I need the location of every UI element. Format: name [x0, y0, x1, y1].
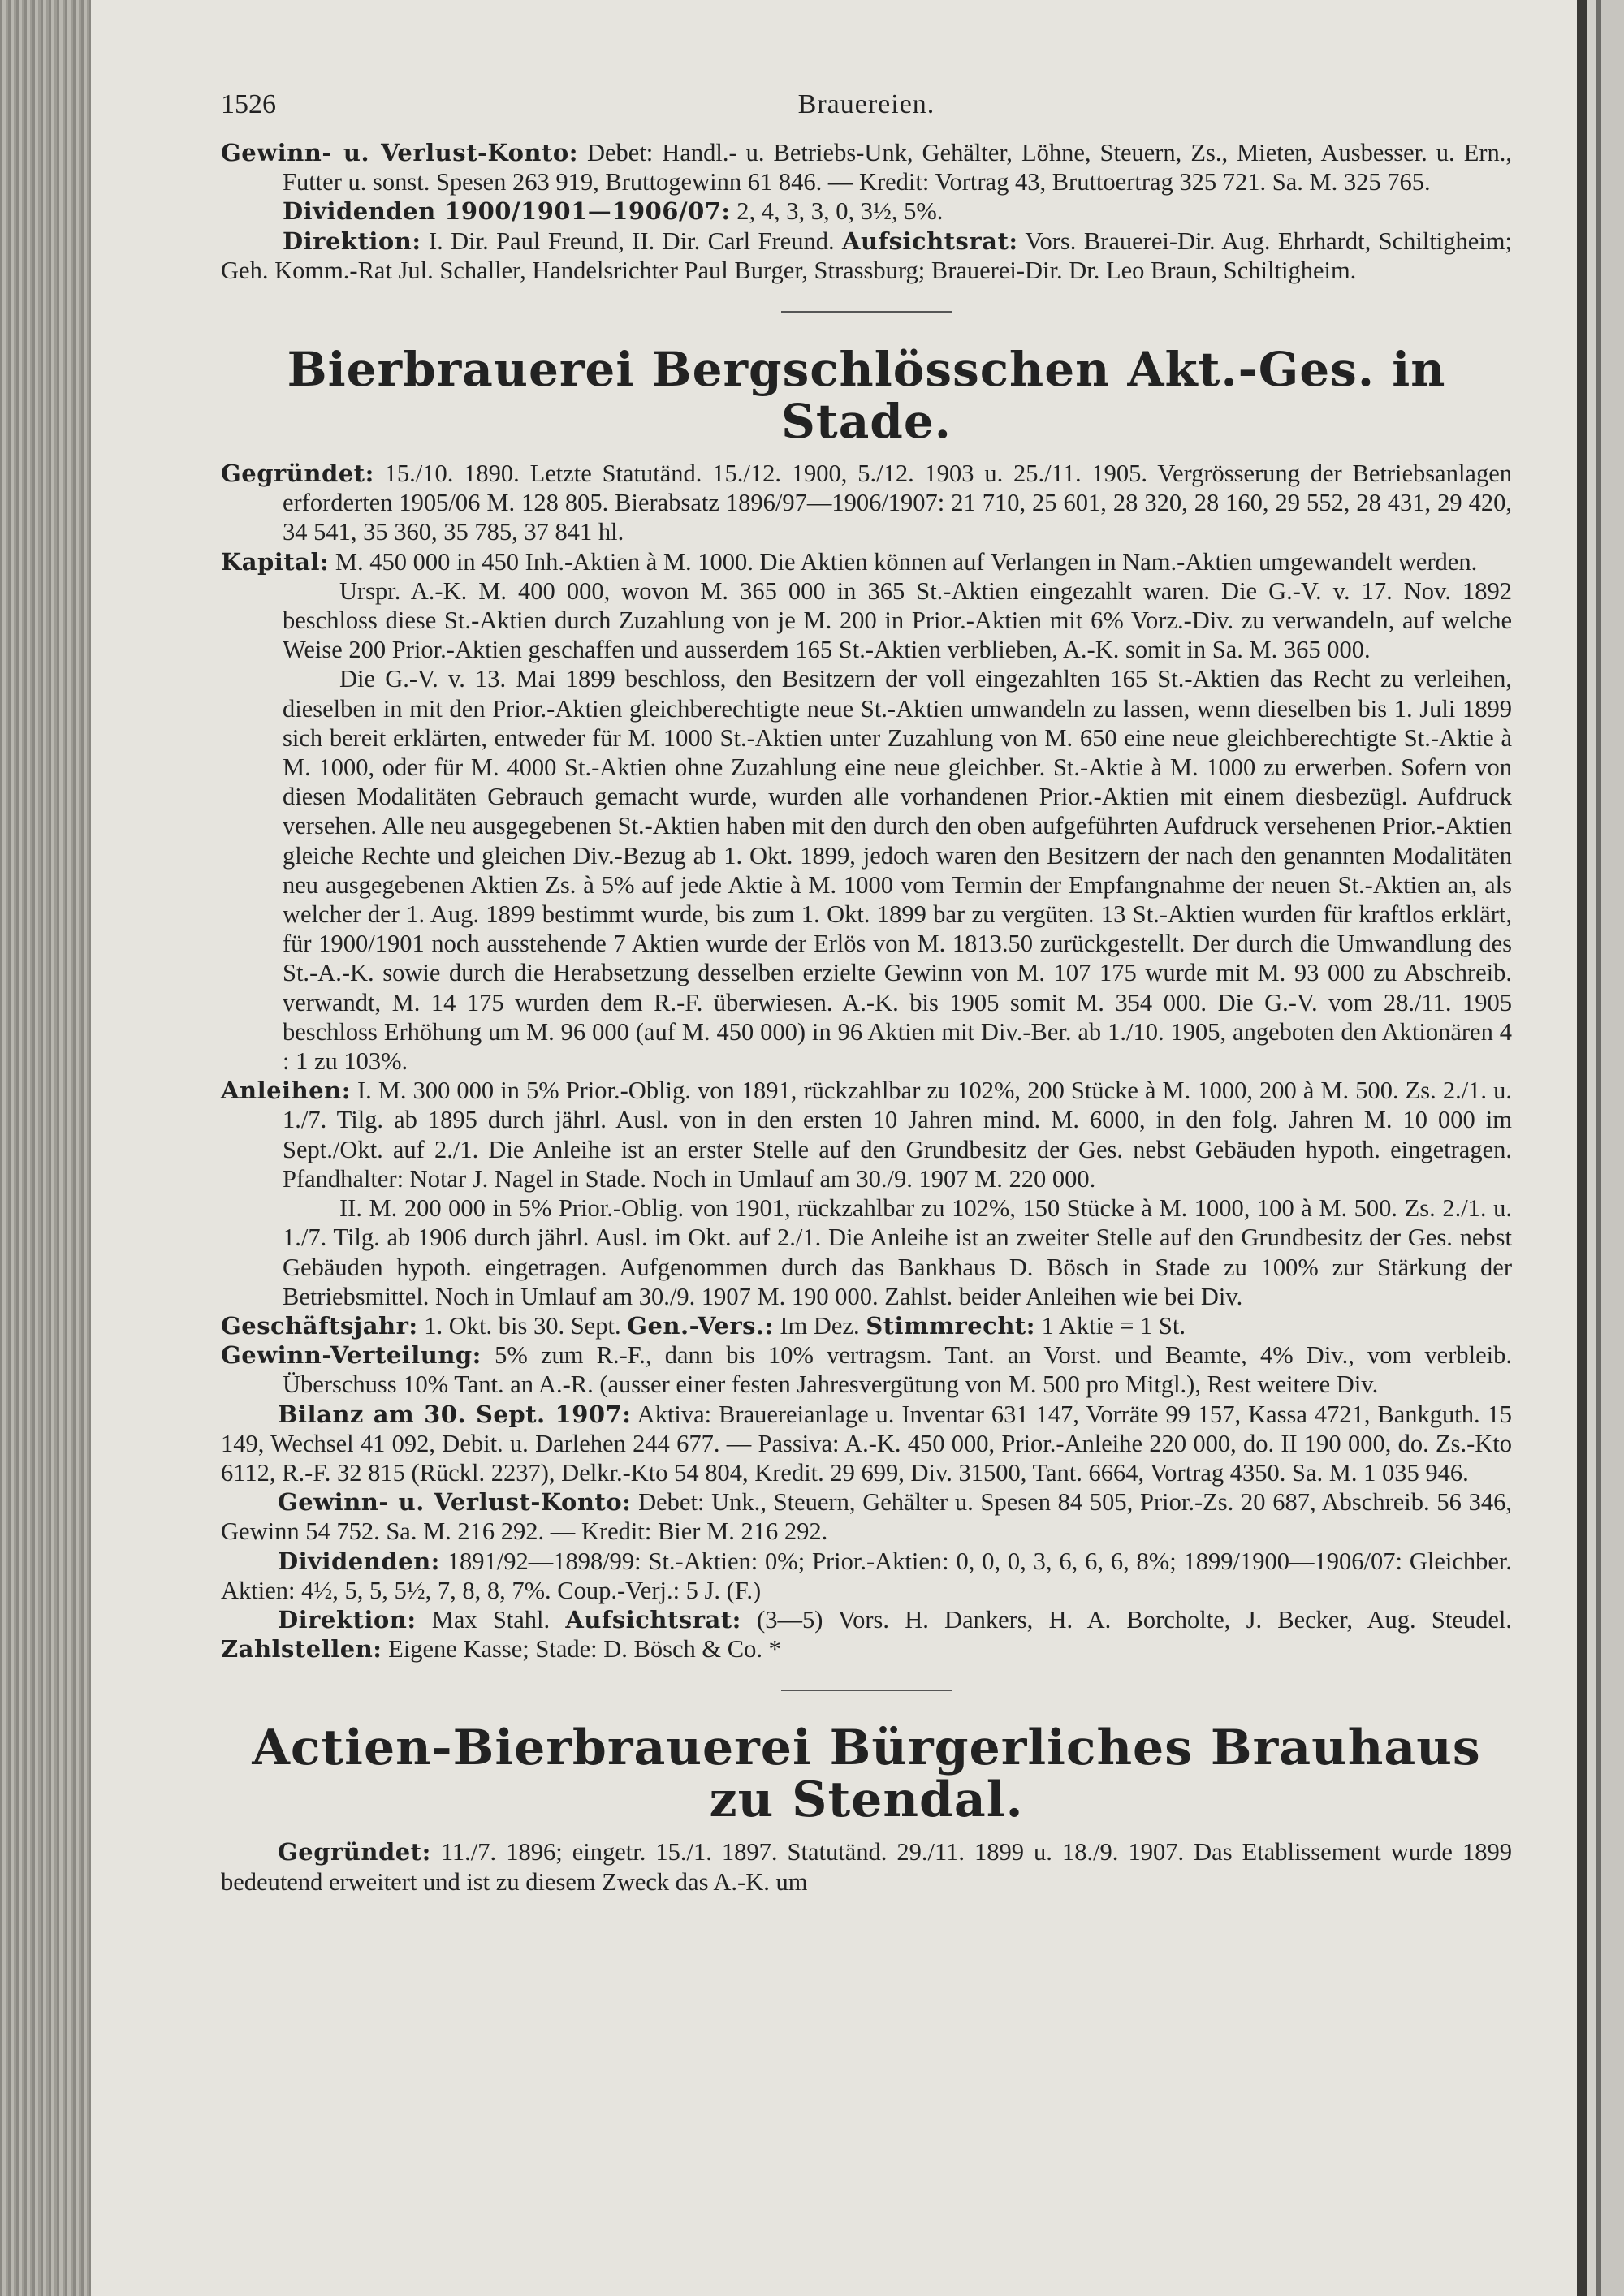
geschaeftsjahr-line [221, 1311, 1512, 1340]
text: Eigene Kasse; Stade: D. Bösch & Co. * [382, 1635, 781, 1664]
label: Aufsichtsrat: [565, 1605, 741, 1634]
text: Vors. Brauerei-Dir. Aug. Ehrhardt, Schiltigheim; Geh. Komm.-Rat Jul. Schaller, Handelsrichter Paul Burger, Strassburg; Brauerei-Dir. Dr. Leo Braun, Schiltigheim. [221, 227, 1512, 284]
gewinn-verlust-konto [221, 1487, 1512, 1546]
text-column [221, 89, 1512, 1897]
text: 11./7. 1896; eingetr. 15./1. 1897. Statutänd. 29./11. 1899 u. 18./9. 1907. Das Etablissement wurde 1899 bedeutend erweitert und ist zu diesem Zweck das A.-K. um [221, 1838, 1512, 1896]
running-header [221, 89, 1512, 138]
book-edge-right [1577, 0, 1624, 2296]
text: (3—5) Vors. H. Dankers, H. A. Borcholte, J. Becker, Aug. Steudel. [741, 1605, 1512, 1634]
label: Gegründet: [278, 1838, 431, 1867]
text: M. 450 000 in 450 Inh.-Aktien à M. 1000. Die Aktien können auf Verlangen in Nam.-Aktien umgewandelt werden. [329, 547, 1478, 576]
gewinn-verteilung [221, 1340, 1512, 1399]
label: Stimmrecht: [866, 1311, 1036, 1340]
text: Debet: Handl.- u. Betriebs-Unk, Gehälter, Löhne, Steuern, Zs., Mieten, Ausbesser. u. Ern., Futter u. sonst. Spesen 263 919, Bruttogewinn 61 846. — Kredit: Vortrag 43, Bruttoertrag 325 721. Sa. M. 325 765. [283, 139, 1512, 196]
entry-title: Actien-Bierbrauerei Bürgerliches Brauhaus zu Stendal. [252, 1720, 1481, 1829]
text: 1 Aktie = 1 St. [1035, 1311, 1186, 1340]
text: Max Stahl. [416, 1605, 566, 1634]
gegruendet [221, 459, 1512, 547]
gegruendet [221, 1837, 1512, 1896]
text: 5% zum R.-F., dann bis 10% vertragsm. Tant. an Vorst. und Beamte, 4% Div., vom verbleib. Überschuss 10% Tant. an A.-R. (ausser einer festen Jahresvergütung von M. 500 pro Mitgl.), Rest weitere Div. [283, 1341, 1512, 1399]
text: 1891/92—1898/99: St.-Aktien: 0%; Prior.-Aktien: 0, 0, 0, 3, 6, 6, 6, 8%; 1899/1900—1906/07: Gleichber. Aktien: 4½, 5, 5, 5½, 7, 8, 8, 7%. Coup.-Verj.: 5 J. (F.) [221, 1547, 1512, 1604]
page-number: 1526 [221, 89, 276, 119]
label: Gegründet: [221, 460, 374, 488]
entry-title: Bierbrauerei Bergschlösschen Akt.-Ges. in Stade. [287, 342, 1446, 450]
section-title: Brauereien. [797, 89, 935, 119]
text: I. Dir. Paul Freund, II. Dir. Carl Freund. [421, 227, 843, 255]
text: Aktiva: Brauereianlage u. Inventar 631 147, Vorräte 99 157, Kassa 4721, Bankguth. 15 149, Wechsel 41 092, Debit. u. Darlehen 244 677. — Passiva: A.-K. 450 000, Prior.-Anleihe 220 000, do. II 190 000, do. Zs.-Kto 6112, R.-F. 32 815 (Rückl. 2237), Delkr.-Kto 54 804, Kredit. 29 699, Div. 31500, Tant. 6664, Vortrag 4350. Sa. M. 1 035 946. [221, 1400, 1513, 1487]
label: Zahlstellen: [221, 1635, 382, 1664]
label: Aufsichtsrat: [842, 227, 1018, 255]
text: 15./10. 1890. Letzte Statutänd. 15./12. 1900, 5./12. 1903 u. 25./11. 1905. Vergrösserung der Betriebsanlagen erforderten 1905/06 M. 128 805. Bierabsatz 1896/97—1906/1907: 21 710, 25 601, 28 320, 28 160, 29 552, 28 431, 29 420, 34 541, 35 360, 35 785, 37 841 hl. [283, 460, 1512, 546]
prev-direktion [221, 227, 1512, 285]
book-edge-left [0, 0, 91, 2296]
label: Dividenden 1900/1901—1906/07: [283, 197, 731, 226]
anleihen [221, 1076, 1512, 1193]
label: Anleihen: [221, 1077, 351, 1105]
dividenden [221, 1547, 1512, 1605]
label: Gewinn- u. Verlust-Konto: [278, 1488, 632, 1517]
kapital-history-1: Urspr. A.-K. M. 400 000, wovon M. 365 000 in 365 St.-Aktien eingezahlt waren. Die G.-V. v. 17. Nov. 1892 beschloss diese St.-Aktien durch Zuzahlung von je M. 200 in Prior.-Aktien mit 6% Vorz.-Div. zu verwandeln, auf welche Weise 200 Prior.-Aktien geschaffen und ausserdem 165 St.-Aktien verblieben, A.-K. somit in Sa. M. 365 000. [283, 576, 1512, 664]
label: Direktion: [283, 227, 421, 255]
text: Debet: Unk., Steuern, Gehälter u. Spesen 84 505, Prior.-Zs. 20 687, Abschreib. 56 346, Gewinn 54 752. Sa. M. 216 292. — Kredit: Bier M. 216 292. [221, 1488, 1512, 1546]
label: Kapital: [221, 547, 330, 576]
label: Direktion: [278, 1605, 417, 1634]
label: Gewinn-Verteilung: [221, 1341, 482, 1370]
prev-dividends [221, 196, 1512, 226]
text: Im Dez. [773, 1311, 866, 1340]
label: Gen.-Vers.: [627, 1311, 774, 1340]
text: 2, 4, 3, 3, 0, 3½, 5%. [730, 197, 944, 226]
separator-rule [781, 1690, 952, 1691]
kapital [221, 547, 1512, 576]
anleihen-ii: II. M. 200 000 in 5% Prior.-Oblig. von 1901, rückzahlbar zu 102%, 150 Stücke à M. 1000, 100 à M. 500. Zs. 2./1. u. 1./7. Tilg. ab 1906 durch jährl. Ausl. im Okt. auf 2./1. Die Anleihe ist an zweiter Stelle auf den Grundbesitz der Ges. nebst Gebäuden hypoth. eingetragen. Aufgenommen durch das Bankhaus D. Bösch in Stade zu 100% zur Stärkung der Betriebsmittel. Noch in Umlauf am 30./9. 1907 M. 190 000. Zahlst. beider Anleihen wie bei Div. [283, 1194, 1512, 1310]
prev-guv [221, 138, 1512, 196]
direktion-aufsichtsrat [221, 1605, 1512, 1664]
label: Bilanz am 30. Sept. 1907: [278, 1400, 632, 1428]
text: I. M. 300 000 in 5% Prior.-Oblig. von 1891, rückzahlbar zu 102%, 200 Stücke à M. 1000, 200 à M. 500. Zs. 2./1. u. 1./7. Tilg. ab 1895 durch jährl. Ausl. von in den ersten 10 Jahren mind. M. 6000, in den folg. Jahren M. 10 000 im Sept./Okt. auf 2./1. Die Anleihe ist an erster Stelle auf den Grundbesitz der Ges. nebst Gebäuden hypoth. eingetragen. Pfandhalter: Notar J. Nagel in Stade. Noch in Umlauf am 30./9. 1907 M. 220 000. [283, 1077, 1512, 1193]
bilanz [221, 1400, 1512, 1488]
kapital-history-2: Die G.-V. v. 13. Mai 1899 beschloss, den Besitzern der voll eingezahlten 165 St.-Aktien das Recht zu verleihen, dieselben in mit den Prior.-Aktien gleichberechtigte neue St.-Aktien umwandeln zu lassen, wenn dieselben bis 1. Juli 1899 sich bereit erklärten, entweder für M. 1000 St.-Aktien unter Zuzahlung von M. 650 eine neue gleichberechtigte St.-Aktie à M. 1000, oder für M. 4000 St.-Aktien ohne Zuzahlung eine neue gleichber. St.-Aktie à M. 1000 zu erwerben. Sofern von diesen Modalitäten Gebrauch gemacht wurde, wurden alle vorhandenen Prior.-Aktien mit einem diesbezügl. Aufdruck versehen. Alle neu ausgegebenen St.-Aktien haben mit den durch den oben aufgeführten Aufdruck versehenen Prior.-Aktien gleiche Rechte und gleichen Div.-Bezug ab 1. Okt. 1899, jedoch waren den Besitzern der nach den genannten Modalitäten neu ausgegebenen Aktien Zs. à 5% auf jede Aktie à M. 1000 vom Termin der Empfangnahme der neuen St.-Aktien an, als welcher der 1. Aug. 1899 bestimmt wurde, bis zum 1. Okt. 1899 bar zu vergüten. 13 St.-Aktien wurden für kraftlos erklärt, für 1900/1901 noch ausstehende 7 Aktien wurde der Erlös von M. 1813.50 zurückgestellt. Der durch die Umwandlung des St.-A.-K. sowie durch die Herabsetzung desselben erzielte Gewinn von M. 107 175 wurde mit M. 93 000 zu Abschreib. verwandt, M. 14 175 wurden dem R.-F. überwiesen. A.-K. bis 1905 somit M. 354 000. Die G.-V. vom 28./11. 1905 beschloss Erhöhung um M. 96 000 (auf M. 450 000) in 96 Aktien mit Div.-Ber. ab 1./10. 1905, angeboten den Aktionären 4 : 1 zu 103%. [283, 665, 1512, 1076]
label: Dividenden: [278, 1547, 440, 1575]
label: Gewinn- u. Verlust-Konto: [221, 139, 578, 166]
text: 1. Okt. bis 30. Sept. [417, 1311, 628, 1340]
separator-rule [781, 311, 952, 313]
label: Geschäftsjahr: [221, 1311, 418, 1340]
